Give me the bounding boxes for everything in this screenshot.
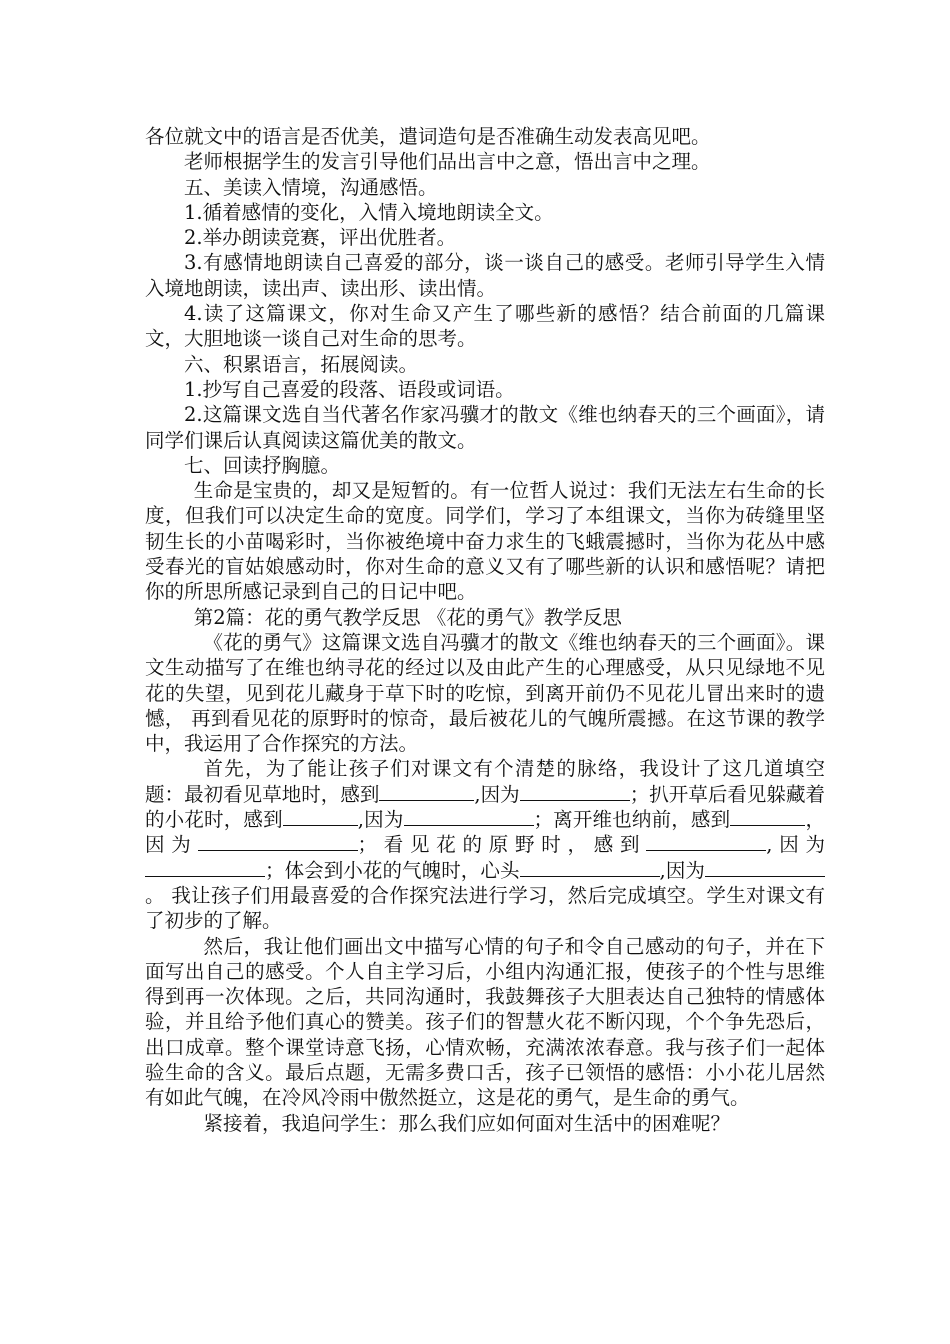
paragraph: 生命是宝贵的，却又是短暂的。有一位哲人说过：我们无法左右生命的长度，但我们可以决定生命的宽度。同学们，学习了本组课文，当你为砖缝里坚韧生长的小苗喝彩时，当你被绝境中奋力求生的飞蛾震撼时，当你为花丛中感受春光的盲姑娘感动时，你对生命的意义又有了哪些新的认识和感悟呢？请把你的所思所感记录到自己的日记中吧。 bbox=[145, 479, 825, 604]
fill-blank bbox=[283, 807, 358, 826]
fill-blank bbox=[520, 858, 660, 877]
paragraph: 紧接着，我追问学生：那么我们应如何面对生活中的困难呢？ bbox=[203, 1111, 731, 1135]
document-page bbox=[145, 124, 825, 1136]
paragraph: 各位就文中的语言是否优美，遣词造句是否准确生动发表高见吧。 bbox=[145, 125, 711, 148]
paragraph-text: ；扒开草后看见躲藏着的小花时，感到 bbox=[145, 782, 825, 832]
paragraph-text: ；体会到小花的气魄时，心头 bbox=[265, 858, 520, 882]
fill-blank bbox=[520, 782, 630, 801]
paragraph-text: ，因为 bbox=[145, 808, 825, 857]
fill-blank bbox=[379, 782, 474, 801]
paragraph-text: ,因为 bbox=[766, 833, 825, 857]
fill-blank bbox=[705, 858, 825, 877]
list-item: 1.抄写自己喜爱的段落、语段或词语。 bbox=[184, 377, 515, 401]
section-heading: 五、美读入情境，沟通感悟。 bbox=[184, 175, 438, 199]
paragraph: 然后，我让他们画出文中描写心情的句子和令自己感动的句子，并在下面写出自己的感受。个人自主学习后，小组内沟通汇报，使孩子的个性与思维得到再一次体现。之后，共同沟通时，我鼓舞孩子大胆表达自己独特的情感体验，并且给予他们真心的赞美。孩子们的智慧火花不断闪现，个个争先恐后，出口成章。整个课堂诗意飞扬，心情欢畅，充满浓浓春意。我与孩子们一起体验生命的含义。最后点题，无需多费口舌，孩子已领悟的感悟：小小花儿居然有如此气魄，在冷风冷雨中傲然挺立，这是花的勇气，是生命的勇气。 bbox=[145, 934, 825, 1110]
paragraph: 老师根据学生的发言引导他们品出言中之意，悟出言中之理。 bbox=[184, 150, 711, 174]
list-item: 3.有感情地朗读自己喜爱的部分，谈一谈自己的感受。老师引导学生入情入境地朗读，读出声、读出形、读出情。 bbox=[145, 251, 825, 300]
fill-blank bbox=[198, 833, 358, 852]
list-item: 2.举办朗读竞赛，评出优胜者。 bbox=[184, 226, 457, 250]
fill-in-paragraph bbox=[145, 756, 825, 933]
list-item: 1.循着感情的变化，入情入境地朗读全文。 bbox=[184, 200, 554, 224]
paragraph-text: 。 我让孩子们用最喜爱的合作探究法进行学习，然后完成填空。学生对课文有了初步的了解。 bbox=[145, 883, 825, 933]
paragraph-text: ,因为 bbox=[357, 808, 404, 832]
section-heading: 七、回读抒胸臆。 bbox=[184, 453, 341, 477]
section-heading: 六、积累语言，拓展阅读。 bbox=[184, 352, 419, 376]
fill-blank bbox=[730, 807, 805, 826]
fill-blank bbox=[646, 833, 766, 852]
paragraph-text: ,因为 bbox=[474, 782, 520, 806]
list-item: 2.这篇课文选自当代著名作家冯骥才的散文《维也纳春天的三个画面》，请同学们课后认真阅读这篇优美的散文。 bbox=[145, 403, 825, 452]
paragraph-text: 首先，为了能让孩子们对课文有个清楚的脉络，我设计了这几道填空题：最初看见草地时，感到 bbox=[145, 757, 825, 806]
paragraph: 《花的勇气》这篇课文选自冯骥才的散文《维也纳春天的三个画面》。课文生动描写了在维也纳寻花的经过以及由此产生的心理感受，从只见绿地不见花的失望，见到花儿藏身于草下时的吃惊，到离开前仍不见花儿冒出来时的遗憾， 再到看见花的原野时的惊奇，最后被花儿的气魄所震撼。在这节课的教学中，我运用了合作探究的方法。 bbox=[145, 630, 825, 756]
fill-blank bbox=[404, 807, 534, 826]
article-title: 第2篇：花的勇气教学反思 《花的勇气》教学反思 bbox=[193, 605, 622, 629]
paragraph-text: ；离开维也纳前，感到 bbox=[533, 808, 731, 832]
paragraph-text: ,因为 bbox=[659, 858, 705, 882]
fill-blank bbox=[145, 858, 265, 877]
paragraph-text: ；看见花的原野时，感到 bbox=[357, 833, 647, 857]
list-item: 4.读了这篇课文，你对生命又产生了哪些新的感悟？结合前面的几篇课文，大胆地谈一谈自己对生命的思考。 bbox=[145, 302, 825, 351]
